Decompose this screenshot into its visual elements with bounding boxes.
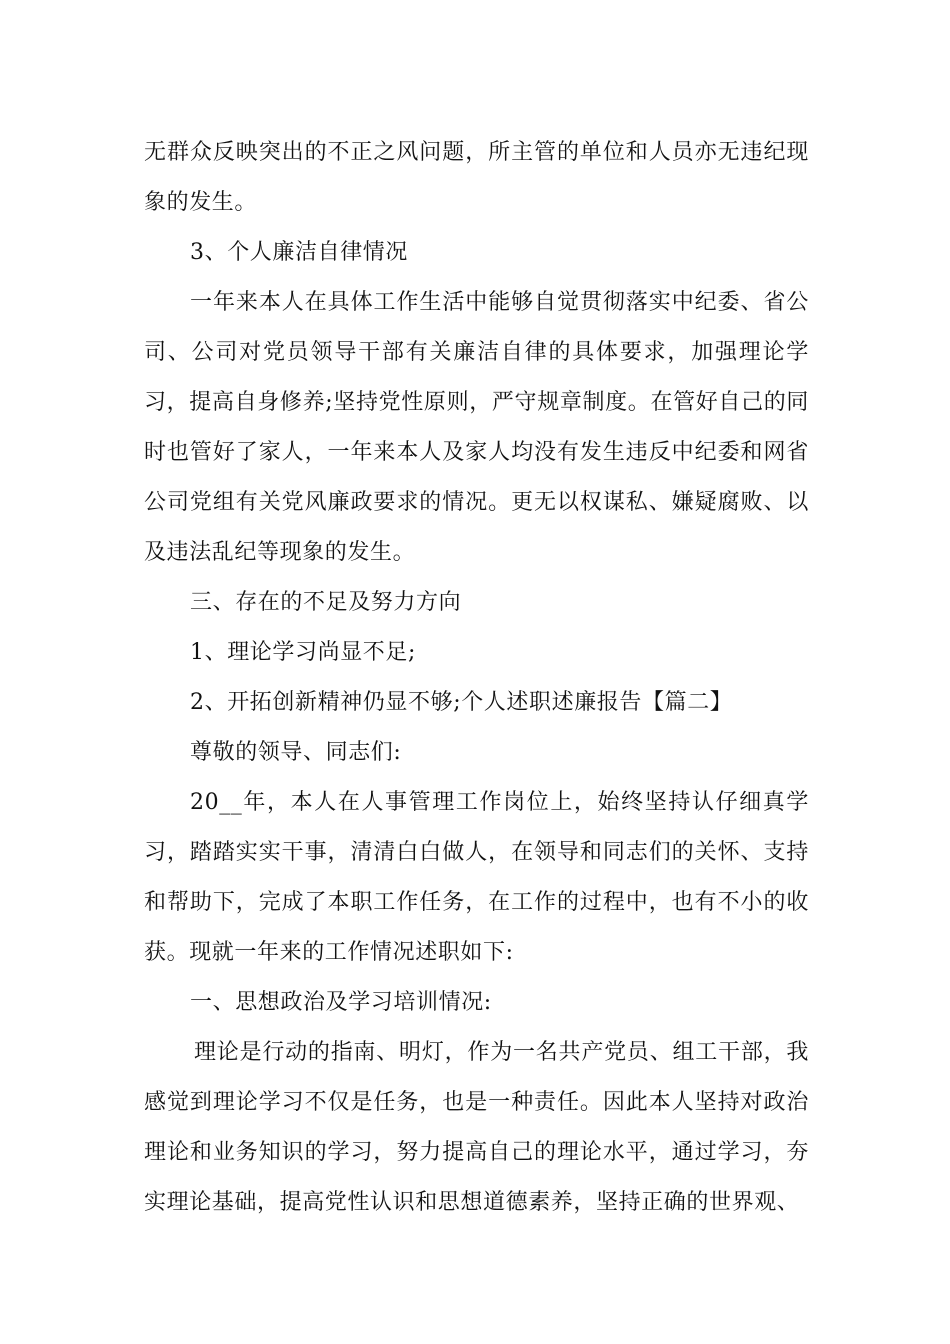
- heading-shortcomings: 三、存在的不足及努力方向: [190, 590, 462, 615]
- subheading-self-discipline: 3、个人廉洁自律情况: [190, 240, 408, 265]
- list-item-theory-study: 1、理论学习尚显不足;: [190, 640, 417, 665]
- heading-political-study: 一、思想政治及学习培训情况:: [190, 990, 492, 1015]
- salutation: 尊敬的领导、同志们:: [190, 740, 402, 765]
- paragraph-continuation: 无群众反映突出的不正之风问题，所主管的单位和人员亦无违纪现象的发生。: [144, 140, 809, 215]
- paragraph-theory: 理论是行动的指南、明灯，作为一名共产党员、组工干部，我感觉到理论学习不仅是任务，也是一种责任。因此本人坚持对政治理论和业务知识的学习，努力提高自己的理论水平，通过学习，夯实理论基础，提高党性认识和思想道德素养，坚持正确的世界观、: [144, 1040, 809, 1215]
- list-item-innovation: 2、开拓创新精神仍显不够;个人述职述廉报告【篇二】: [190, 690, 733, 715]
- paragraph-intro: 20__年，本人在人事管理工作岗位上，始终坚持认仔细真学习，踏踏实实干事，清清白白做人，在领导和同志们的关怀、支持和帮助下，完成了本职工作任务，在工作的过程中，也有不小的收获。现就一年来的工作情况述职如下:: [144, 790, 809, 965]
- document-body: [144, 128, 809, 1228]
- paragraph-self-discipline: 一年来本人在具体工作生活中能够自觉贯彻落实中纪委、省公司、公司对党员领导干部有关廉洁自律的具体要求，加强理论学习，提高自身修养;坚持党性原则，严守规章制度。在管好自己的同时也管好了家人，一年来本人及家人均没有发生违反中纪委和网省公司党组有关党风廉政要求的情况。更无以权谋私、嫌疑腐败、以及违法乱纪等现象的发生。: [144, 290, 809, 565]
